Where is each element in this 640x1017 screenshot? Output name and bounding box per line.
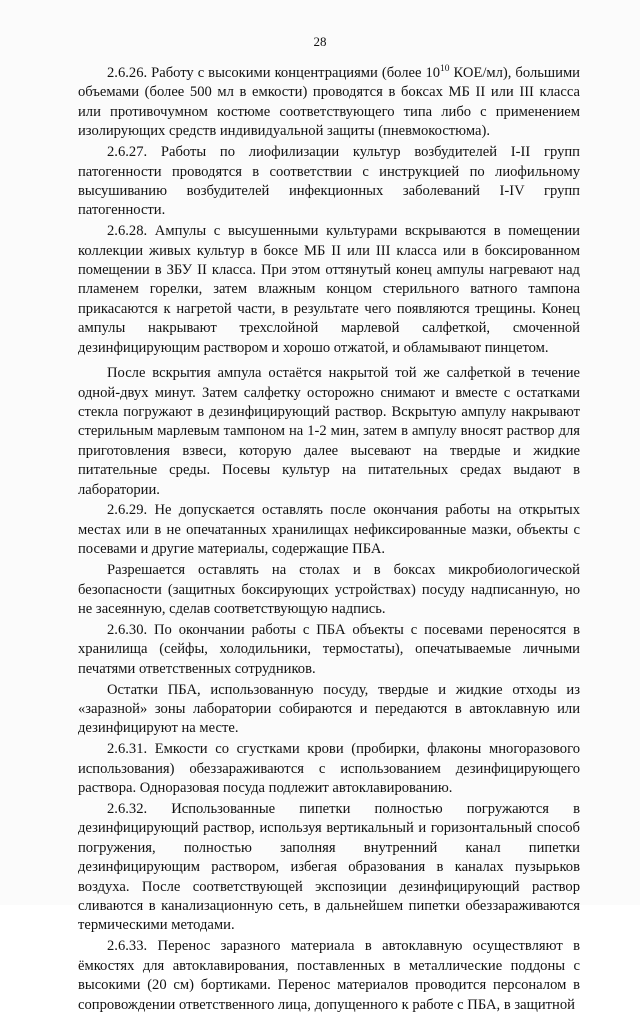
paragraph-2-6-29: 2.6.29. Не допускается оставлять после окончания работы на открытых местах или в не опечатанных хранилищах нефиксированные мазки, объекты с посевами и другие материалы, содержащие ПБА.: [78, 502, 580, 558]
paragraph-2-6-31: 2.6.31. Емкости со сгустками крови (пробирки, флаконы многоразового использования) обеззараживаются с использованием дезинфицирующего раствора. Одноразовая посуда подлежит автоклавированию.: [78, 741, 580, 797]
paragraph-2-6-26-part1: 2.6.26. Работу с высокими концентрациями (более 10: [107, 65, 441, 81]
paragraph-2-6-33: 2.6.33. Перенос заразного материала в автоклавную осуществляют в ёмкостях для автоклавирования, поставленных в металлические поддоны с высокими (20 см) бортиками. Перенос материалов проводится персоналом в сопровождении ответственного лица, допущенного к работе с ПБА, в защитной: [78, 938, 580, 1013]
paragraph-ampoule-opening: После вскрытия ампула остаётся накрытой той же салфеткой в течение одной-двух минут. Затем салфетку осторожно снимают и вместе с остатками стекла погружают в дезинфицирующий раствор. Вскрытую ампулу накрывают стерильным марлевым тампоном на 1-2 мин, затем в ампулу вносят раствор для приготовления взвеси, которую далее высевают на твердые и жидкие питательные среды. Посевы культур на питательных средах выдают в лаборатории.: [78, 365, 580, 498]
page-number: 28: [313, 34, 327, 49]
paragraph-permission: Разрешается оставлять на столах и в боксах микробиологической безопасности (защитных боксирующих устройствах) посуду надписанную, но не засеянную, сделав соответствующую надпись.: [78, 562, 580, 617]
paragraph-2-6-26-part2: КОЕ/мл), большими объемами (более 500 мл в емкости) проводятся в боксах МБ II или III класса или противочумном костюме соответствующего типа либо с применением изолирующих средств индивидуальной защиты (пневмокостюма).: [78, 65, 580, 140]
document-body: [78, 64, 580, 1017]
paragraph-2-6-27: 2.6.27. Работы по лиофилизации культур возбудителей I-II групп патогенности проводятся в соответствии с инструкцией по лиофильному высушиванию возбудителей инфекционных заболеваний I-IV групп патогенности.: [78, 144, 580, 219]
paragraph-2-6-32: 2.6.32. Использованные пипетки полностью погружаются в дезинфицирующий раствор, используя вертикальный и горизонтальный способ погружения, полностью заполняя внутренний канал пипетки дезинфицирующим раствором, избегая образования в каналах пузырьков воздуха. После соответствующей экспозиции дезинфицирующий раствор сливаются в канализационную сеть, в дальнейшем пипетки обеззараживаются термическими методами.: [78, 801, 580, 934]
paragraph-2-6-28: 2.6.28. Ампулы с высушенными культурами вскрываются в помещении коллекции живых культур в боксе МБ II или III класса или в боксированном помещении в ЗБУ II класса. При этом оттянутый конец ампулы нагревают над пламенем горелки, затем влажным концом стерильного ватного тампона прикасаются к нагретой части, в результате чего появляются трещины. Конец ампулы накрывают трехслойной марлевой салфеткой, смоченной дезинфицирующим раствором и хорошо отжатой, и обламывают пинцетом.: [78, 223, 580, 356]
paragraph-2-6-26: [78, 64, 580, 142]
paragraph-remains: Остатки ПБА, использованную посуду, твердые и жидкие отходы из «заразной» зоны лаборатории собираются и передаются в автоклавную или дезинфицируют на месте.: [78, 681, 580, 737]
superscript-exponent: 10: [440, 64, 450, 74]
paragraph-2-6-30: 2.6.30. По окончании работы с ПБА объекты с посевами переносятся в хранилища (сейфы, холодильники, термостаты), опечатываемые личными печатями ответственных сотрудников.: [78, 621, 580, 677]
